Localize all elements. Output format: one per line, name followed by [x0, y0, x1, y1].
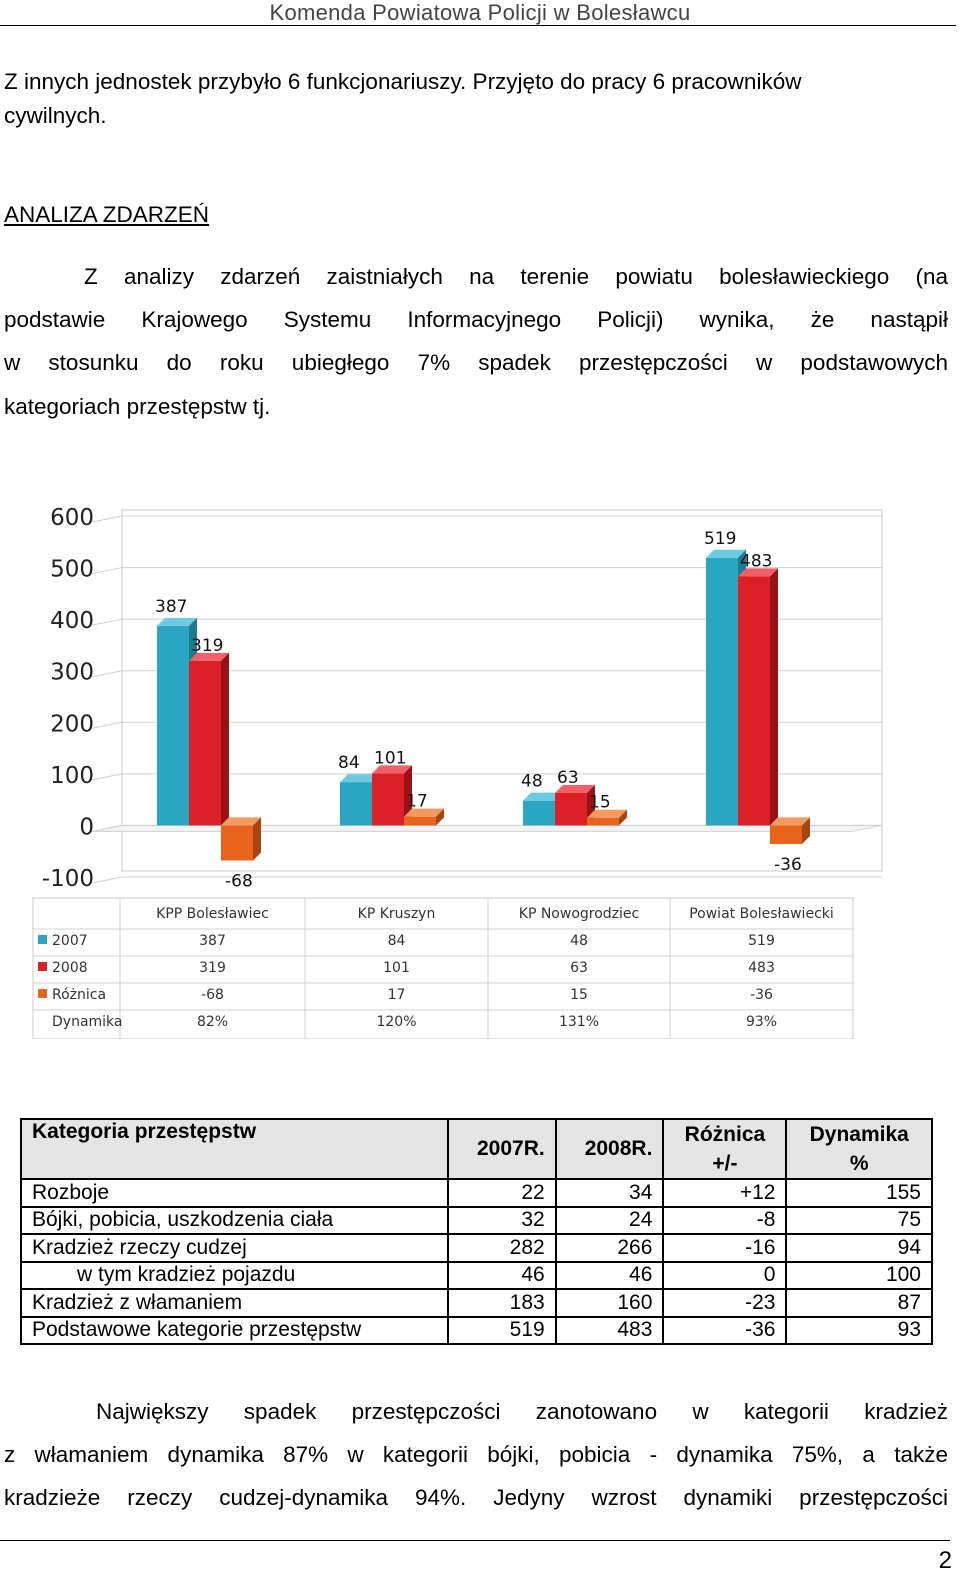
- data-table-value: 63: [570, 960, 588, 976]
- data-table-value: -36: [750, 987, 773, 1003]
- row-difference: -23: [663, 1289, 786, 1317]
- data-table-value: 15: [570, 987, 588, 1003]
- header-dynamics-line1: Dynamika: [809, 1123, 909, 1146]
- bar-data-label: 84: [338, 753, 360, 774]
- row-category: Rozboje: [21, 1179, 448, 1207]
- bar-2008: [372, 773, 404, 825]
- row-difference: 0: [663, 1262, 786, 1290]
- row-2008: 160: [556, 1289, 664, 1317]
- bar-r-nica: [770, 825, 802, 844]
- row-dynamics: 100: [786, 1262, 932, 1290]
- row-dynamics: 93: [786, 1317, 932, 1345]
- row-2008: 46: [556, 1262, 664, 1290]
- table-row: [21, 1289, 932, 1317]
- data-table-value: 519: [748, 933, 775, 949]
- legend-series-name: 2007: [52, 933, 88, 949]
- row-category: Bójki, pobicia, uszkodzenia ciała: [21, 1207, 448, 1235]
- data-table-value: 387: [199, 933, 226, 949]
- row-category: Kradzież z włamaniem: [21, 1289, 448, 1317]
- table-row: [21, 1179, 932, 1207]
- header-rule: [0, 25, 956, 26]
- legend-series-name: Dynamika: [52, 1014, 123, 1030]
- row-2007: 32: [448, 1207, 556, 1235]
- row-2007: 22: [448, 1179, 556, 1207]
- analysis-line-2: podstawie Krajowego Systemu Informacyjnego Policji) wynika, że nastąpił: [4, 307, 948, 332]
- row-dynamics: 87: [786, 1289, 932, 1317]
- bar-2007: [340, 782, 372, 825]
- intro-line-2: cywilnych.: [4, 103, 107, 128]
- table-row: [21, 1317, 932, 1345]
- analysis-line-1: Z analizy zdarzeń zaistniałych na terenie powiatu bolesławieckiego (na: [84, 264, 948, 289]
- row-dynamics: 155: [786, 1179, 932, 1207]
- crime-bar-chart: [0, 484, 900, 1039]
- closing-line-3: kradzieże rzeczy cudzej-dynamika 94%. Jedyny wzrost dynamiki przestępczości: [4, 1485, 948, 1510]
- data-table-value: 84: [387, 933, 406, 949]
- bar-2007: [523, 801, 555, 826]
- bar-r-nica: [404, 817, 436, 826]
- bar-r-nica: [587, 818, 619, 826]
- bar-side-face: [221, 653, 229, 826]
- data-table-value: 82%: [196, 1014, 229, 1030]
- intro-line-1: Z innych jednostek przybyło 6 funkcjonariuszy. Przyjęto do pracy 6 pracowników: [4, 69, 802, 94]
- bar-r-nica: [221, 825, 253, 860]
- bar-data-label: 519: [704, 528, 737, 549]
- chart-zero-floor: [92, 825, 882, 831]
- row-category: Kradzież rzeczy cudzej: [21, 1234, 448, 1262]
- table-row: [21, 1234, 932, 1262]
- y-tick-label: 0: [79, 814, 94, 841]
- page-header: Komenda Powiatowa Policji w Bolesławcu: [269, 0, 691, 25]
- row-category: w tym kradzież pojazdu: [21, 1262, 448, 1290]
- data-table-value: 319: [199, 960, 226, 976]
- bar-2007: [157, 626, 189, 826]
- row-category: Podstawowe kategorie przestępstw: [21, 1317, 448, 1345]
- bar-data-label: 48: [521, 771, 543, 792]
- bar-2008: [189, 661, 221, 826]
- row-difference: +12: [663, 1179, 786, 1207]
- data-table-value: 131%: [558, 1014, 600, 1030]
- page-number: 2: [938, 1547, 952, 1574]
- legend-series-name: 2008: [52, 960, 88, 976]
- header-dynamics-line2: %: [849, 1152, 869, 1175]
- bar-data-label: -68: [225, 871, 253, 892]
- legend-series-name: Różnica: [52, 987, 107, 1003]
- data-table-value: 101: [383, 960, 410, 976]
- crime-table: [20, 1118, 933, 1345]
- row-difference: -8: [663, 1207, 786, 1235]
- table-row: [21, 1207, 932, 1235]
- y-tick-label: 400: [50, 608, 94, 635]
- bar-data-label: 63: [557, 767, 579, 788]
- legend-swatch: [38, 962, 47, 971]
- row-2008: 34: [556, 1179, 664, 1207]
- closing-line-1: Największy spadek przestępczości zanotowano w kategorii kradzież: [96, 1399, 948, 1424]
- chart-gridline: [92, 877, 882, 883]
- data-table-value: 48: [570, 933, 588, 949]
- row-2007: 46: [448, 1262, 556, 1290]
- legend-swatch: [38, 935, 47, 944]
- bar-data-label: 17: [406, 791, 428, 812]
- row-2007: 183: [448, 1289, 556, 1317]
- analysis-line-3: w stosunku do roku ubiegłego 7% spadek przestępczości w podstawowych: [4, 350, 948, 375]
- row-2007: 519: [448, 1317, 556, 1345]
- bar-side-face: [770, 568, 778, 825]
- row-dynamics: 75: [786, 1207, 932, 1235]
- data-table-value: 93%: [745, 1014, 778, 1030]
- header-dynamics: [786, 1119, 932, 1179]
- y-tick-label: 100: [50, 762, 94, 789]
- row-2008: 266: [556, 1234, 664, 1262]
- data-table-value: 120%: [376, 1014, 417, 1030]
- row-2008: 24: [556, 1207, 664, 1235]
- bar-data-label: 101: [374, 748, 407, 769]
- row-dynamics: 94: [786, 1234, 932, 1262]
- y-tick-label: 600: [50, 505, 94, 531]
- y-tick-label: 200: [50, 711, 94, 738]
- bar-data-label: -36: [774, 854, 802, 875]
- data-table-value: 17: [387, 987, 406, 1003]
- closing-line-2: z włamaniem dynamika 87% w kategorii bójki, pobicia - dynamika 75%, a także: [4, 1442, 948, 1467]
- header-difference-line2: +/-: [712, 1152, 738, 1175]
- bar-data-label: 387: [155, 596, 188, 617]
- header-2007: 2007R.: [448, 1119, 556, 1179]
- header-difference-line1: Różnica: [684, 1123, 766, 1146]
- bar-data-label: 15: [589, 792, 611, 813]
- bar-data-label: 483: [740, 551, 773, 572]
- row-2007: 282: [448, 1234, 556, 1262]
- bar-2008: [738, 576, 770, 825]
- analysis-line-4: kategoriach przestępstw tj.: [4, 394, 271, 419]
- table-header-row: [21, 1119, 932, 1179]
- bar-2008: [555, 793, 587, 825]
- table-row: [21, 1262, 932, 1290]
- x-category-label: Powiat Bolesławiecki: [689, 906, 834, 922]
- x-category-label: KP Kruszyn: [357, 906, 436, 922]
- row-2008: 483: [556, 1317, 664, 1345]
- y-tick-label: -100: [41, 866, 94, 892]
- x-category-label: KP Nowogrodziec: [518, 906, 640, 922]
- section-heading: ANALIZA ZDARZEŃ: [4, 202, 210, 227]
- data-table-value: 483: [748, 960, 775, 976]
- y-tick-label: 300: [50, 659, 94, 686]
- x-category-label: KPP Bolesławiec: [156, 906, 269, 922]
- footer-rule: [0, 1540, 950, 1541]
- header-difference: [663, 1119, 786, 1179]
- y-tick-label: 500: [50, 556, 94, 583]
- bar-data-label: 319: [191, 635, 224, 656]
- data-table-value: -68: [201, 987, 224, 1003]
- bar-2007: [706, 558, 738, 826]
- header-category: Kategoria przestępstw: [21, 1119, 448, 1179]
- legend-swatch: [38, 989, 47, 998]
- row-difference: -36: [663, 1317, 786, 1345]
- header-2008: 2008R.: [556, 1119, 664, 1179]
- row-difference: -16: [663, 1234, 786, 1262]
